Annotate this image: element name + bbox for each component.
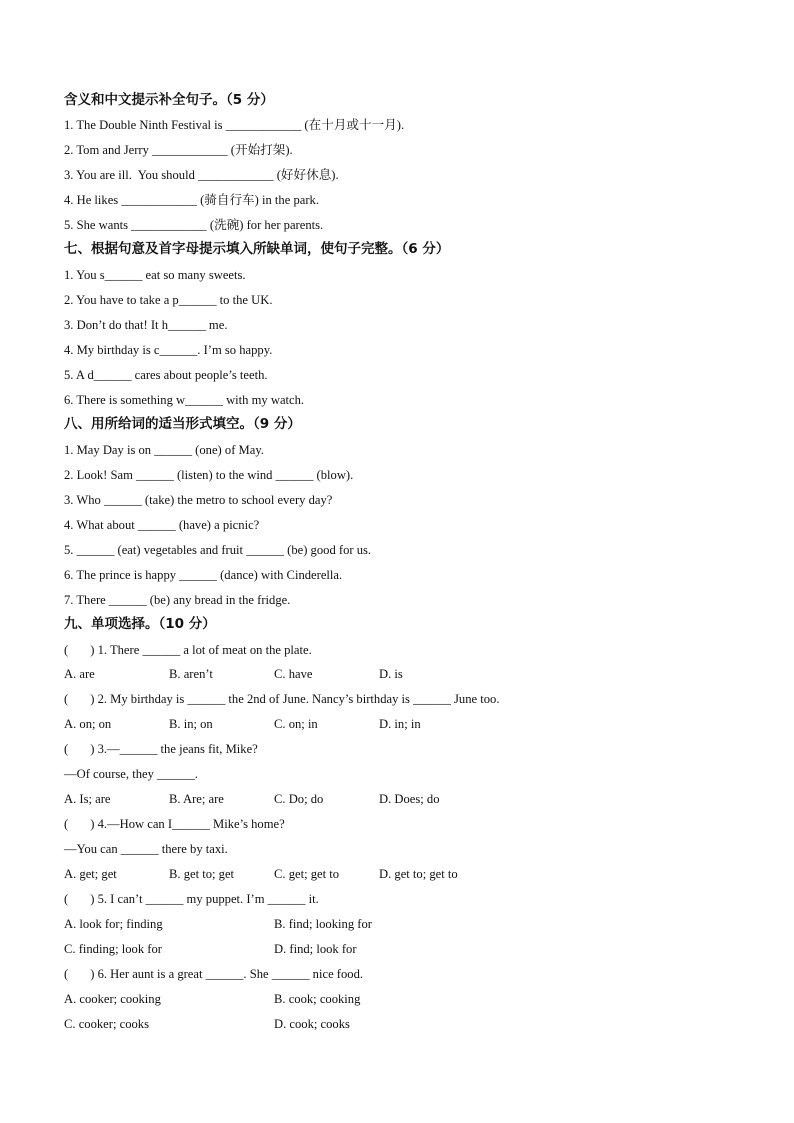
question-line: 4. My birthday is c______. I’m so happy. (64, 343, 273, 357)
question-line: 3. You are ill. You should ____________ (好好休息). (64, 168, 339, 182)
option-a: A. cooker; cooking (64, 992, 161, 1006)
section-heading: 九、单项选择。（10 分） (64, 616, 216, 632)
section-heading: 含义和中文提示补全句子。（5 分） (64, 92, 274, 108)
option-a: A. look for; finding (64, 917, 163, 931)
question-line: 4. What about ______ (have) a picnic? (64, 518, 260, 532)
question-line: 7. There ______ (be) any bread in the fridge. (64, 593, 291, 607)
question-line: 4. He likes ____________ (骑自行车) in the park. (64, 193, 319, 207)
question-line: 1. The Double Ninth Festival is ____________ (在十月或十一月). (64, 118, 405, 132)
mc-question-stem: ( ) 5. I can’t ______ my puppet. I’m ______ it. (64, 892, 319, 906)
option-c: C. finding; look for (64, 942, 162, 956)
question-line: 2. You have to take a p______ to the UK. (64, 293, 273, 307)
option-d: D. Does; do (379, 792, 440, 806)
option-d: D. get to; get to (379, 867, 458, 881)
question-line: 5. ______ (eat) vegetables and fruit ______ (be) good for us. (64, 543, 372, 557)
question-line: 6. There is something w______ with my watch. (64, 393, 305, 407)
question-line: 1. May Day is on ______ (one) of May. (64, 443, 264, 457)
option-b: B. aren’t (169, 667, 213, 681)
option-d: D. find; look for (274, 942, 357, 956)
mc-question-stem-continued: —You can ______ there by taxi. (64, 842, 228, 856)
section-heading: 八、用所给词的适当形式填空。（9 分） (64, 416, 301, 432)
option-c: C. have (274, 667, 313, 681)
question-line: 5. She wants ____________ (洗碗) for her parents. (64, 218, 324, 232)
mc-question-stem: ( ) 6. Her aunt is a great ______. She ______ nice food. (64, 967, 364, 981)
option-a: A. get; get (64, 867, 117, 881)
mc-question-stem: ( ) 3.—______ the jeans fit, Mike? (64, 742, 258, 756)
option-c: C. Do; do (274, 792, 324, 806)
mc-question-stem-continued: —Of course, they ______. (64, 767, 198, 781)
option-c: C. cooker; cooks (64, 1017, 149, 1031)
option-b: B. cook; cooking (274, 992, 361, 1006)
option-b: B. Are; are (169, 792, 224, 806)
option-a: A. are (64, 667, 95, 681)
mc-question-stem: ( ) 1. There ______ a lot of meat on the plate. (64, 643, 312, 657)
option-d: D. in; in (379, 717, 421, 731)
option-b: B. find; looking for (274, 917, 372, 931)
option-a: A. Is; are (64, 792, 111, 806)
option-b: B. get to; get (169, 867, 235, 881)
question-line: 1. You s______ eat so many sweets. (64, 268, 246, 282)
question-line: 3. Don’t do that! It h______ me. (64, 318, 228, 332)
option-c: C. get; get to (274, 867, 340, 881)
question-line: 2. Look! Sam ______ (listen) to the wind ______ (blow). (64, 468, 354, 482)
mc-question-stem: ( ) 4.—How can I______ Mike’s home? (64, 817, 285, 831)
option-c: C. on; in (274, 717, 318, 731)
option-a: A. on; on (64, 717, 112, 731)
section-heading: 七、根据句意及首字母提示填入所缺单词，使句子完整。（6 分） (64, 241, 450, 257)
question-line: 5. A d______ cares about people’s teeth. (64, 368, 268, 382)
mc-question-stem: ( ) 2. My birthday is ______ the 2nd of June. Nancy’s birthday is ______ June too. (64, 692, 500, 706)
option-b: B. in; on (169, 717, 213, 731)
option-d: D. is (379, 667, 403, 681)
question-line: 2. Tom and Jerry ____________ (开始打架). (64, 143, 293, 157)
question-line: 6. The prince is happy ______ (dance) with Cinderella. (64, 568, 343, 582)
option-d: D. cook; cooks (274, 1017, 350, 1031)
question-line: 3. Who ______ (take) the metro to school every day? (64, 493, 333, 507)
